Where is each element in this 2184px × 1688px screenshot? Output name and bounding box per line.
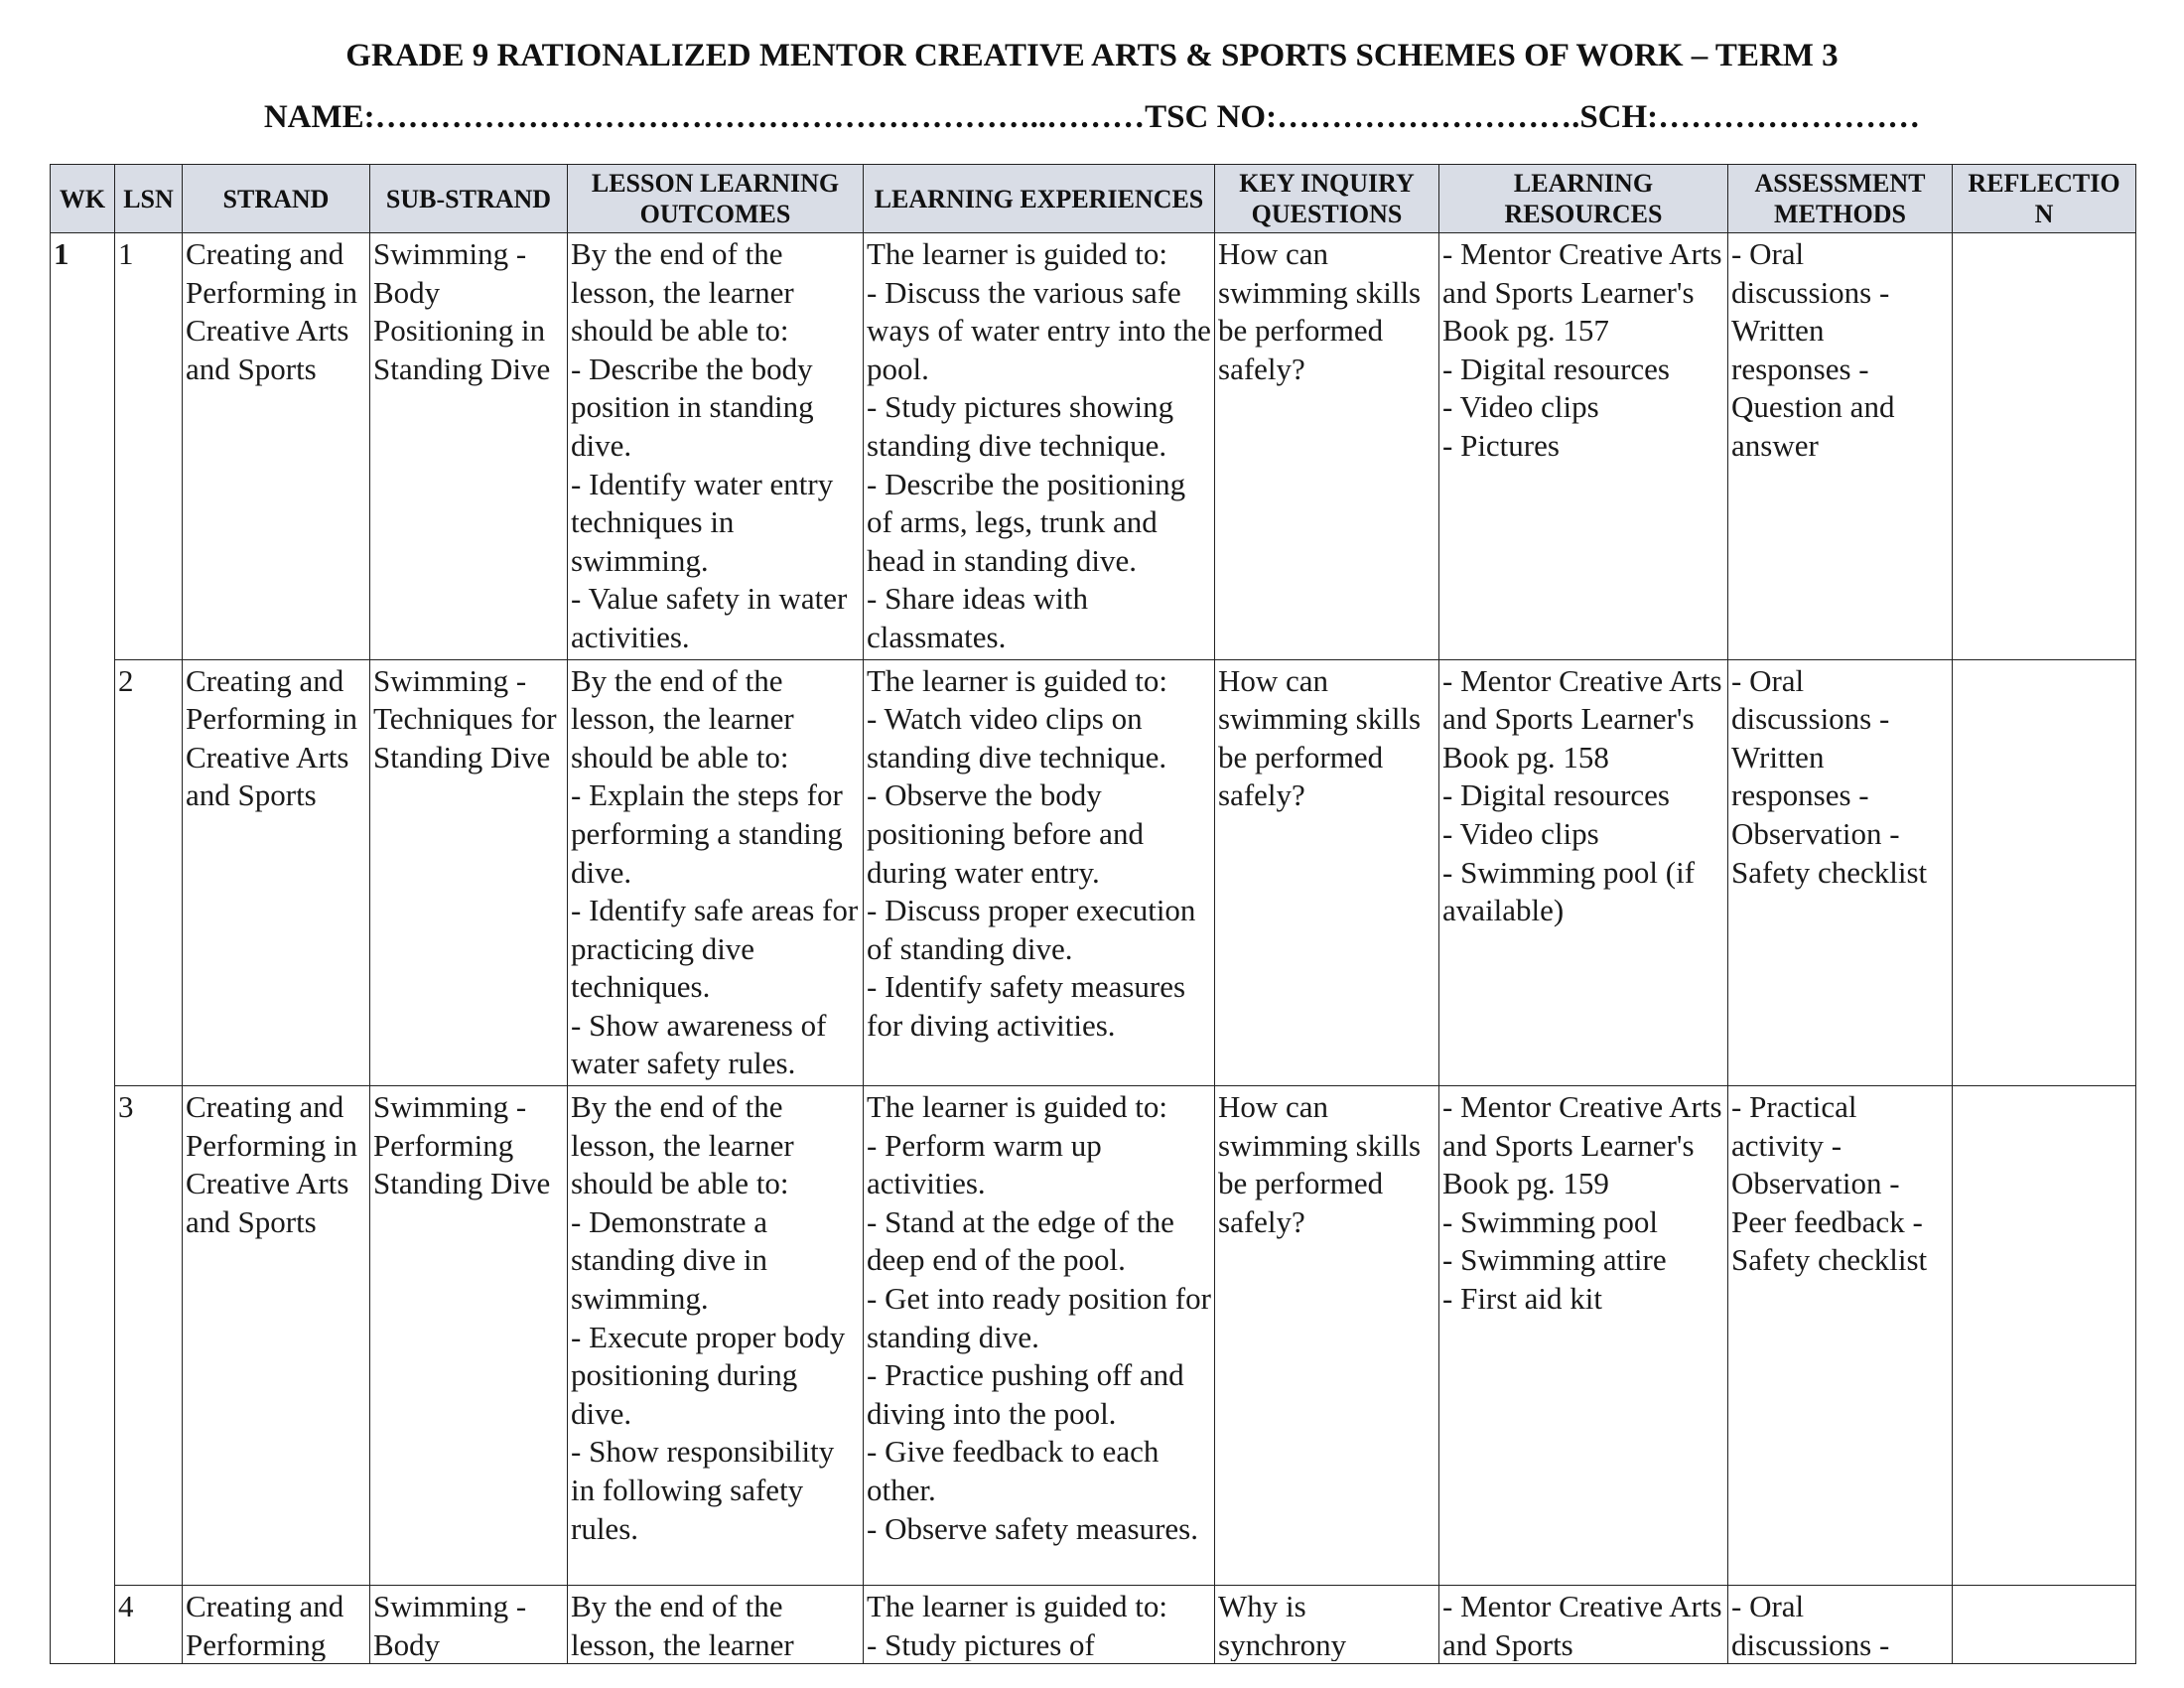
- questions-cell: [1215, 1586, 1439, 1664]
- table-row: [51, 659, 2136, 1086]
- strand-cell: [183, 1586, 370, 1664]
- assessment-cell: [1728, 1586, 1953, 1664]
- reflection-cell: [1953, 659, 2136, 1086]
- reflection-cell: [1953, 1086, 2136, 1586]
- assessment-cell: - Practical activity - Observation - Peer feedback - Safety checklist: [1728, 1086, 1953, 1586]
- lesson-number: 4: [115, 1586, 183, 1664]
- experiences-cell: The learner is guided to: - Watch video clips on standing dive technique. - Observe the body positioning before and during water entry. - Discuss proper execution of standing dive. - Identify safety measures for diving activities.: [864, 659, 1215, 1086]
- lesson-number: 2: [115, 659, 183, 1086]
- sub-strand-cell: Swimming - Body Positioning in Standing Dive: [370, 233, 568, 660]
- experiences-cell: The learner is guided to: - Discuss the various safe ways of water entry into the pool. - Study pictures showing standing dive technique. - Describe the positioning of arms, legs, trunk and head in standing dive. - Share ideas with classmates.: [864, 233, 1215, 660]
- header-reflection: REFLECTIO N: [1953, 165, 2136, 233]
- table-row: [51, 1086, 2136, 1586]
- assessment-cell: - Oral discussions - Written responses - Question and answer: [1728, 233, 1953, 660]
- header-strand: STRAND: [183, 165, 370, 233]
- header-questions: KEY INQUIRY QUESTIONS: [1215, 165, 1439, 233]
- strand-cell: Creating and Performing in Creative Arts and Sports: [183, 659, 370, 1086]
- questions-cell: How can swimming skills be performed safely?: [1215, 233, 1439, 660]
- assessment-cell: - Oral discussions - Written responses - Observation - Safety checklist: [1728, 659, 1953, 1086]
- header-sub-strand: SUB-STRAND: [370, 165, 568, 233]
- experiences-cell: The learner is guided to: - Perform warm up activities. - Stand at the edge of the deep end of the pool. - Get into ready position for standing dive. - Practice pushing off and diving into the pool. - Give feedback to each other. - Observe safety measures.: [864, 1086, 1215, 1586]
- strand-text: Creating and Performing: [186, 1589, 344, 1662]
- header-wk: WK: [51, 165, 115, 233]
- resources-cell: [1439, 1586, 1728, 1664]
- outcomes-text: By the end of the lesson, the learner: [571, 1589, 794, 1662]
- outcomes-cell: By the end of the lesson, the learner should be able to: - Demonstrate a standing dive in swimming. - Execute proper body positioning during dive. - Show responsibility in following safety rules.: [568, 1086, 864, 1586]
- scheme-of-work-table: [50, 164, 2136, 1664]
- outcomes-cell: By the end of the lesson, the learner should be able to: - Describe the body position in standing dive. - Identify water entry techniques in swimming. - Value safety in water activities.: [568, 233, 864, 660]
- lesson-number: 1: [115, 233, 183, 660]
- header-experiences: LEARNING EXPERIENCES: [864, 165, 1215, 233]
- experiences-text: The learner is guided to: - Study pictures of: [867, 1589, 1168, 1662]
- table-row: [51, 1586, 2136, 1664]
- questions-cell: How can swimming skills be performed safely?: [1215, 1086, 1439, 1586]
- reflection-cell: [1953, 233, 2136, 660]
- header-outcomes: LESSON LEARNING OUTCOMES: [568, 165, 864, 233]
- resources-cell: - Mentor Creative Arts and Sports Learner's Book pg. 157 - Digital resources - Video clips - Pictures: [1439, 233, 1728, 660]
- outcomes-cell: By the end of the lesson, the learner should be able to: - Explain the steps for performing a standing dive. - Identify safe areas for practicing dive techniques. - Show awareness of water safety rules.: [568, 659, 864, 1086]
- lesson-number: 3: [115, 1086, 183, 1586]
- week-number: 1: [51, 233, 115, 1664]
- reflection-cell: [1953, 1586, 2136, 1664]
- resources-cell: - Mentor Creative Arts and Sports Learner's Book pg. 158 - Digital resources - Video clips - Swimming pool (if available): [1439, 659, 1728, 1086]
- questions-cell: How can swimming skills be performed safely?: [1215, 659, 1439, 1086]
- outcomes-cell: [568, 1586, 864, 1664]
- name-tsc-school-line: NAME:……………………………………………………..………TSC NO:……………………….SCH:……………………: [263, 99, 1921, 135]
- questions-text: Why is synchrony: [1218, 1589, 1347, 1662]
- strand-cell: Creating and Performing in Creative Arts and Sports: [183, 1086, 370, 1586]
- header-lsn: LSN: [115, 165, 183, 233]
- header-row: [51, 165, 2136, 233]
- strand-cell: Creating and Performing in Creative Arts and Sports: [183, 233, 370, 660]
- header-resources: LEARNING RESOURCES: [1439, 165, 1728, 233]
- sub-strand-cell: Swimming - Performing Standing Dive: [370, 1086, 568, 1586]
- sub-strand-cell: Swimming - Techniques for Standing Dive: [370, 659, 568, 1086]
- document-title: GRADE 9 RATIONALIZED MENTOR CREATIVE ARTS & SPORTS SCHEMES OF WORK – TERM 3: [345, 38, 1839, 73]
- experiences-cell: [864, 1586, 1215, 1664]
- resources-text: - Mentor Creative Arts and Sports: [1442, 1589, 1722, 1662]
- table-row: [51, 233, 2136, 660]
- resources-cell: - Mentor Creative Arts and Sports Learner's Book pg. 159 - Swimming pool - Swimming attire - First aid kit: [1439, 1086, 1728, 1586]
- sub-strand-cell: [370, 1586, 568, 1664]
- sub-strand-text: Swimming - Body: [373, 1589, 527, 1662]
- header-assessment: ASSESSMENT METHODS: [1728, 165, 1953, 233]
- assessment-text: - Oral discussions -: [1731, 1589, 1890, 1662]
